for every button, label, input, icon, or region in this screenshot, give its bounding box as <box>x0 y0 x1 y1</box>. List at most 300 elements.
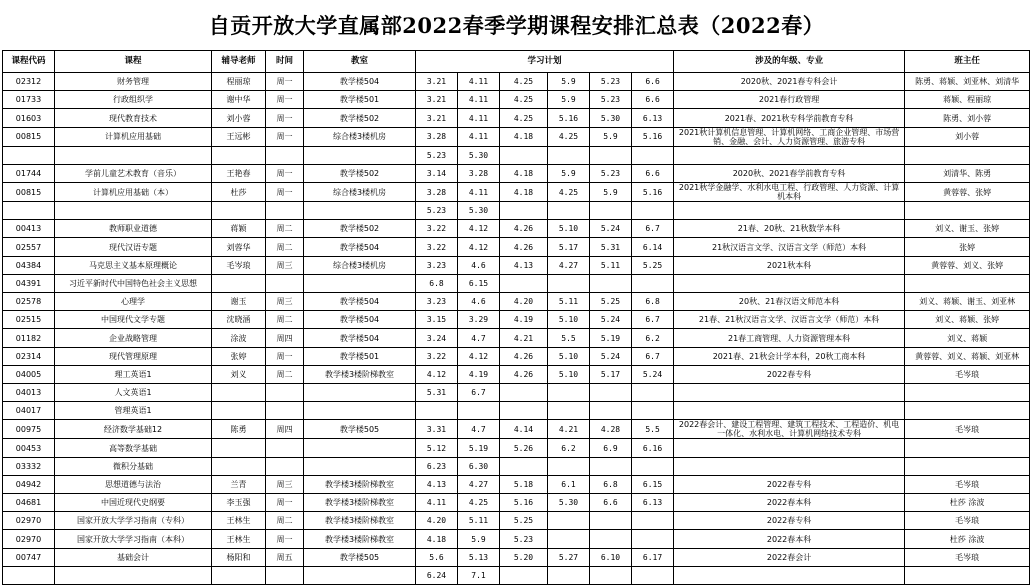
cell-d4: 5.10 <box>548 365 590 383</box>
cell-time <box>266 146 304 164</box>
cell-code: 02970 <box>3 530 55 548</box>
cell-code: 00815 <box>3 127 55 146</box>
cell-d3: 5.23 <box>500 530 548 548</box>
cell-code: 04391 <box>3 274 55 292</box>
cell-room: 教学楼3楼阶梯教室 <box>304 494 416 512</box>
cell-d3 <box>500 202 548 220</box>
cell-room: 教学楼3楼阶梯教室 <box>304 512 416 530</box>
cell-d1: 6.24 <box>416 566 458 584</box>
cell-d5 <box>590 512 632 530</box>
cell-head <box>905 566 1030 584</box>
table-body <box>3 73 1030 585</box>
cell-d3 <box>500 274 548 292</box>
header-grade: 涉及的年级、专业 <box>674 51 905 73</box>
cell-time: 周四 <box>266 329 304 347</box>
cell-room: 教学楼504 <box>304 73 416 91</box>
cell-d5: 5.31 <box>590 238 632 256</box>
header-plan: 学习计划 <box>416 51 674 73</box>
cell-room <box>304 274 416 292</box>
cell-d4: 5.16 <box>548 109 590 127</box>
cell-d3: 4.20 <box>500 293 548 311</box>
cell-d5: 6.8 <box>590 475 632 493</box>
cell-d2: 4.25 <box>458 494 500 512</box>
cell-d6: 5.16 <box>632 183 674 202</box>
cell-course: 中国现代文学专题 <box>55 311 212 329</box>
cell-teacher: 王林生 <box>212 530 266 548</box>
cell-code <box>3 202 55 220</box>
cell-d2: 4.11 <box>458 91 500 109</box>
cell-d6 <box>632 512 674 530</box>
cell-grade: 21秋汉语言文学、汉语言文学（师范）本科 <box>674 238 905 256</box>
cell-room <box>304 202 416 220</box>
cell-course: 财务管理 <box>55 73 212 91</box>
cell-time: 周一 <box>266 530 304 548</box>
cell-d2: 4.12 <box>458 238 500 256</box>
cell-grade: 2021春、2021秋专科学前教育专科 <box>674 109 905 127</box>
cell-d1: 4.11 <box>416 494 458 512</box>
cell-head: 陈勇、蒋颖、刘亚林、刘清华 <box>905 73 1030 91</box>
cell-d3: 4.18 <box>500 127 548 146</box>
cell-d3: 4.14 <box>500 420 548 439</box>
cell-grade <box>674 402 905 420</box>
cell-d5: 5.23 <box>590 164 632 182</box>
header-head: 班主任 <box>905 51 1030 73</box>
cell-d2: 4.11 <box>458 109 500 127</box>
cell-d1: 5.12 <box>416 439 458 457</box>
cell-code: 02557 <box>3 238 55 256</box>
cell-d3: 4.26 <box>500 220 548 238</box>
cell-grade: 2021秋本科 <box>674 256 905 274</box>
cell-d3 <box>500 384 548 402</box>
table-row <box>3 347 1030 365</box>
cell-grade <box>674 457 905 475</box>
cell-d6: 6.14 <box>632 238 674 256</box>
cell-d1: 3.15 <box>416 311 458 329</box>
cell-code: 00815 <box>3 183 55 202</box>
table-row <box>3 220 1030 238</box>
cell-course: 计算机应用基础 <box>55 127 212 146</box>
cell-time: 周二 <box>266 238 304 256</box>
cell-d4: 4.25 <box>548 183 590 202</box>
cell-d2: 4.6 <box>458 293 500 311</box>
cell-time: 周五 <box>266 548 304 566</box>
cell-code: 02312 <box>3 73 55 91</box>
cell-d6 <box>632 274 674 292</box>
cell-head: 蒋颖、程丽琼 <box>905 91 1030 109</box>
cell-d5: 5.9 <box>590 127 632 146</box>
cell-time <box>266 202 304 220</box>
cell-course: 国家开放大学学习指南（本科） <box>55 530 212 548</box>
cell-course: 经济数学基础12 <box>55 420 212 439</box>
cell-teacher: 陈勇 <box>212 420 266 439</box>
cell-grade: 2022春本科 <box>674 494 905 512</box>
cell-room <box>304 384 416 402</box>
header-course: 课程 <box>55 51 212 73</box>
table-row <box>3 146 1030 164</box>
cell-d5 <box>590 384 632 402</box>
table-row <box>3 512 1030 530</box>
cell-course: 理工英语1 <box>55 365 212 383</box>
cell-grade <box>674 202 905 220</box>
table-row <box>3 293 1030 311</box>
cell-course: 基础会计 <box>55 548 212 566</box>
cell-d5 <box>590 566 632 584</box>
cell-teacher: 杨阳和 <box>212 548 266 566</box>
cell-d6 <box>632 457 674 475</box>
cell-teacher: 张婷 <box>212 347 266 365</box>
cell-d4 <box>548 512 590 530</box>
header-time: 时间 <box>266 51 304 73</box>
cell-d6: 6.7 <box>632 347 674 365</box>
cell-teacher <box>212 384 266 402</box>
cell-d3 <box>500 457 548 475</box>
cell-grade: 2022春专科 <box>674 475 905 493</box>
cell-grade: 21春、20秋、21秋数学本科 <box>674 220 905 238</box>
cell-course: 学前儿童艺术教育（音乐） <box>55 164 212 182</box>
cell-room: 教学楼502 <box>304 220 416 238</box>
cell-d4 <box>548 146 590 164</box>
cell-d6: 6.7 <box>632 311 674 329</box>
cell-d3: 5.16 <box>500 494 548 512</box>
cell-d4: 5.27 <box>548 548 590 566</box>
cell-teacher: 兰青 <box>212 475 266 493</box>
cell-room: 教学楼502 <box>304 109 416 127</box>
cell-code: 01744 <box>3 164 55 182</box>
cell-course: 现代管理原理 <box>55 347 212 365</box>
cell-teacher: 谢玉 <box>212 293 266 311</box>
cell-d5: 5.24 <box>590 220 632 238</box>
cell-code: 02314 <box>3 347 55 365</box>
cell-d6 <box>632 384 674 402</box>
cell-teacher: 沈晓涵 <box>212 311 266 329</box>
cell-d2: 6.7 <box>458 384 500 402</box>
cell-d6: 6.13 <box>632 494 674 512</box>
cell-code: 00413 <box>3 220 55 238</box>
cell-course: 思想道德与法治 <box>55 475 212 493</box>
table-row <box>3 183 1030 202</box>
cell-teacher: 李玉强 <box>212 494 266 512</box>
schedule-table <box>2 50 1030 585</box>
cell-d2 <box>458 402 500 420</box>
cell-d1 <box>416 402 458 420</box>
cell-d2: 7.1 <box>458 566 500 584</box>
cell-room: 教学楼505 <box>304 420 416 439</box>
cell-d2: 4.11 <box>458 183 500 202</box>
cell-d4 <box>548 384 590 402</box>
table-row <box>3 530 1030 548</box>
cell-d4: 4.25 <box>548 127 590 146</box>
cell-d3: 5.20 <box>500 548 548 566</box>
cell-head: 张婷 <box>905 238 1030 256</box>
cell-d4: 5.10 <box>548 220 590 238</box>
cell-time: 周一 <box>266 183 304 202</box>
cell-course: 国家开放大学学习指南（专科） <box>55 512 212 530</box>
cell-d4: 4.27 <box>548 256 590 274</box>
cell-grade: 2021秋学金融学、水利水电工程、行政管理、人力资源、计算机本科 <box>674 183 905 202</box>
cell-course: 现代教育技术 <box>55 109 212 127</box>
cell-d4: 5.17 <box>548 238 590 256</box>
cell-d1: 5.6 <box>416 548 458 566</box>
cell-d2: 4.12 <box>458 347 500 365</box>
cell-d5: 5.11 <box>590 256 632 274</box>
cell-d2: 3.29 <box>458 311 500 329</box>
cell-time: 周二 <box>266 311 304 329</box>
cell-head <box>905 384 1030 402</box>
cell-time: 周三 <box>266 256 304 274</box>
cell-time: 周三 <box>266 475 304 493</box>
cell-room: 教学楼3楼阶梯教室 <box>304 475 416 493</box>
table-row <box>3 475 1030 493</box>
cell-d1: 3.22 <box>416 220 458 238</box>
cell-course: 计算机应用基础（本） <box>55 183 212 202</box>
cell-course: 行政组织学 <box>55 91 212 109</box>
cell-teacher <box>212 202 266 220</box>
cell-course: 教师职业道德 <box>55 220 212 238</box>
cell-d5: 5.9 <box>590 183 632 202</box>
cell-course: 马克思主义基本原理概论 <box>55 256 212 274</box>
cell-grade <box>674 384 905 402</box>
cell-d4: 5.10 <box>548 347 590 365</box>
table-row <box>3 365 1030 383</box>
cell-teacher: 王艳春 <box>212 164 266 182</box>
cell-time <box>266 439 304 457</box>
cell-room: 教学楼3楼阶梯教室 <box>304 530 416 548</box>
cell-d1: 3.28 <box>416 127 458 146</box>
cell-course: 微积分基础 <box>55 457 212 475</box>
cell-d5: 6.9 <box>590 439 632 457</box>
cell-d5 <box>590 146 632 164</box>
header-row <box>3 51 1030 73</box>
cell-d3 <box>500 566 548 584</box>
cell-grade: 2020秋、2021春专科会计 <box>674 73 905 91</box>
table-row <box>3 256 1030 274</box>
cell-d5 <box>590 402 632 420</box>
cell-room: 教学楼501 <box>304 91 416 109</box>
cell-d4 <box>548 274 590 292</box>
table-row <box>3 457 1030 475</box>
cell-d2: 5.13 <box>458 548 500 566</box>
cell-code: 00747 <box>3 548 55 566</box>
page-title: 自贡开放大学直属部2022春季学期课程安排汇总表（2022春） <box>208 13 825 38</box>
cell-d1: 6.8 <box>416 274 458 292</box>
cell-room <box>304 457 416 475</box>
cell-d3: 4.18 <box>500 164 548 182</box>
cell-room: 综合楼3楼机房 <box>304 127 416 146</box>
cell-teacher <box>212 274 266 292</box>
cell-d6: 6.6 <box>632 73 674 91</box>
cell-d3: 4.26 <box>500 365 548 383</box>
cell-d4: 5.10 <box>548 311 590 329</box>
cell-code: 01182 <box>3 329 55 347</box>
cell-room <box>304 566 416 584</box>
cell-teacher <box>212 566 266 584</box>
cell-grade <box>674 274 905 292</box>
cell-d4 <box>548 457 590 475</box>
header-code: 课程代码 <box>3 51 55 73</box>
cell-room <box>304 402 416 420</box>
cell-d1: 3.24 <box>416 329 458 347</box>
cell-d3 <box>500 402 548 420</box>
cell-d3: 4.18 <box>500 183 548 202</box>
cell-grade: 2021春、21秋会计学本科，20秋工商本科 <box>674 347 905 365</box>
cell-d2: 5.11 <box>458 512 500 530</box>
cell-d1: 3.23 <box>416 256 458 274</box>
cell-code: 04942 <box>3 475 55 493</box>
cell-d1: 3.14 <box>416 164 458 182</box>
cell-head <box>905 457 1030 475</box>
cell-head: 毛岑琅 <box>905 365 1030 383</box>
cell-time: 周四 <box>266 420 304 439</box>
cell-d3: 4.26 <box>500 238 548 256</box>
cell-grade: 2021秋计算机信息管理、计算机网络、工商企业管理、市场营销、金融、会计、人力资源管理、旅游专科 <box>674 127 905 146</box>
cell-time: 周二 <box>266 220 304 238</box>
cell-grade: 2020秋、2021春学前教育专科 <box>674 164 905 182</box>
cell-d2: 5.30 <box>458 202 500 220</box>
cell-room: 教学楼504 <box>304 293 416 311</box>
cell-course <box>55 146 212 164</box>
cell-d1: 5.23 <box>416 146 458 164</box>
cell-d6: 6.6 <box>632 164 674 182</box>
cell-head: 刘清华、陈勇 <box>905 164 1030 182</box>
cell-d2: 4.27 <box>458 475 500 493</box>
cell-teacher <box>212 146 266 164</box>
cell-head: 刘小蓉 <box>905 127 1030 146</box>
cell-d3: 4.19 <box>500 311 548 329</box>
cell-d2: 5.30 <box>458 146 500 164</box>
cell-d5: 5.30 <box>590 109 632 127</box>
cell-d2: 5.19 <box>458 439 500 457</box>
cell-d1: 3.22 <box>416 238 458 256</box>
cell-d1: 3.31 <box>416 420 458 439</box>
cell-grade: 21春工商管理、人力资源管理本科 <box>674 329 905 347</box>
cell-d4: 4.21 <box>548 420 590 439</box>
cell-d2: 4.6 <box>458 256 500 274</box>
cell-teacher <box>212 439 266 457</box>
cell-time: 周一 <box>266 347 304 365</box>
cell-room: 教学楼504 <box>304 311 416 329</box>
cell-code: 00975 <box>3 420 55 439</box>
cell-time <box>266 402 304 420</box>
cell-d3: 5.18 <box>500 475 548 493</box>
cell-time: 周一 <box>266 494 304 512</box>
cell-time: 周一 <box>266 73 304 91</box>
table-row <box>3 311 1030 329</box>
table-row <box>3 439 1030 457</box>
table-row <box>3 91 1030 109</box>
cell-d5: 5.23 <box>590 73 632 91</box>
cell-teacher: 程丽琼 <box>212 73 266 91</box>
cell-d3 <box>500 146 548 164</box>
cell-d6: 5.5 <box>632 420 674 439</box>
cell-d4: 5.9 <box>548 164 590 182</box>
cell-time: 周一 <box>266 109 304 127</box>
cell-teacher: 刘义 <box>212 365 266 383</box>
cell-teacher: 刘小蓉 <box>212 109 266 127</box>
cell-course: 人文英语1 <box>55 384 212 402</box>
cell-grade: 20秋、21春汉语文师范本科 <box>674 293 905 311</box>
cell-course <box>55 566 212 584</box>
cell-d3: 4.25 <box>500 91 548 109</box>
cell-d5: 4.28 <box>590 420 632 439</box>
cell-grade: 2022春会计、建设工程管理、建筑工程技术、工程造价、机电一体化、水利水电、计算机网络技术专科 <box>674 420 905 439</box>
cell-room <box>304 439 416 457</box>
cell-d2: 3.28 <box>458 164 500 182</box>
cell-head: 毛岑琅 <box>905 475 1030 493</box>
cell-d2: 4.7 <box>458 420 500 439</box>
cell-head: 毛岑琅 <box>905 548 1030 566</box>
cell-d5 <box>590 202 632 220</box>
cell-head <box>905 439 1030 457</box>
cell-d6: 6.16 <box>632 439 674 457</box>
cell-d6: 6.8 <box>632 293 674 311</box>
cell-grade <box>674 439 905 457</box>
cell-d6: 5.24 <box>632 365 674 383</box>
cell-head: 黄蓉蓉、刘义、张婷 <box>905 256 1030 274</box>
cell-d2: 4.7 <box>458 329 500 347</box>
cell-room: 教学楼505 <box>304 548 416 566</box>
cell-d6 <box>632 566 674 584</box>
cell-code: 04013 <box>3 384 55 402</box>
cell-grade: 2022春会计 <box>674 548 905 566</box>
table-row <box>3 164 1030 182</box>
cell-d6: 6.6 <box>632 91 674 109</box>
cell-d1: 5.23 <box>416 202 458 220</box>
cell-d6: 6.15 <box>632 475 674 493</box>
cell-d5: 5.24 <box>590 347 632 365</box>
cell-d6: 5.25 <box>632 256 674 274</box>
cell-room: 综合楼3楼机房 <box>304 256 416 274</box>
cell-d1: 6.23 <box>416 457 458 475</box>
cell-d5 <box>590 457 632 475</box>
cell-head <box>905 274 1030 292</box>
cell-head: 刘义、蒋颖、张婷 <box>905 311 1030 329</box>
cell-code: 02515 <box>3 311 55 329</box>
cell-head: 黄蓉蓉、刘义、蒋颖、刘亚林 <box>905 347 1030 365</box>
cell-d2: 6.15 <box>458 274 500 292</box>
cell-d5: 5.24 <box>590 311 632 329</box>
cell-d1: 3.21 <box>416 73 458 91</box>
table-row <box>3 274 1030 292</box>
table-row <box>3 566 1030 584</box>
cell-head: 毛岑琅 <box>905 512 1030 530</box>
cell-head: 毛岑琅 <box>905 420 1030 439</box>
cell-d2: 5.9 <box>458 530 500 548</box>
cell-head: 刘义、蒋颖 <box>905 329 1030 347</box>
cell-head <box>905 402 1030 420</box>
cell-d5: 5.25 <box>590 293 632 311</box>
cell-d4: 5.30 <box>548 494 590 512</box>
cell-d5: 5.23 <box>590 91 632 109</box>
table-row <box>3 402 1030 420</box>
cell-room: 教学楼501 <box>304 347 416 365</box>
cell-time <box>266 457 304 475</box>
cell-code: 04005 <box>3 365 55 383</box>
cell-d5: 5.19 <box>590 329 632 347</box>
cell-d3: 4.26 <box>500 347 548 365</box>
cell-code: 01603 <box>3 109 55 127</box>
cell-course: 企业战略管理 <box>55 329 212 347</box>
cell-course: 心理学 <box>55 293 212 311</box>
cell-d6 <box>632 530 674 548</box>
cell-d1: 3.22 <box>416 347 458 365</box>
cell-teacher: 王远彬 <box>212 127 266 146</box>
cell-d2: 4.12 <box>458 220 500 238</box>
cell-head: 黄蓉蓉、张婷 <box>905 183 1030 202</box>
cell-d3: 4.25 <box>500 109 548 127</box>
cell-d4 <box>548 202 590 220</box>
cell-time: 周二 <box>266 365 304 383</box>
table-row <box>3 384 1030 402</box>
